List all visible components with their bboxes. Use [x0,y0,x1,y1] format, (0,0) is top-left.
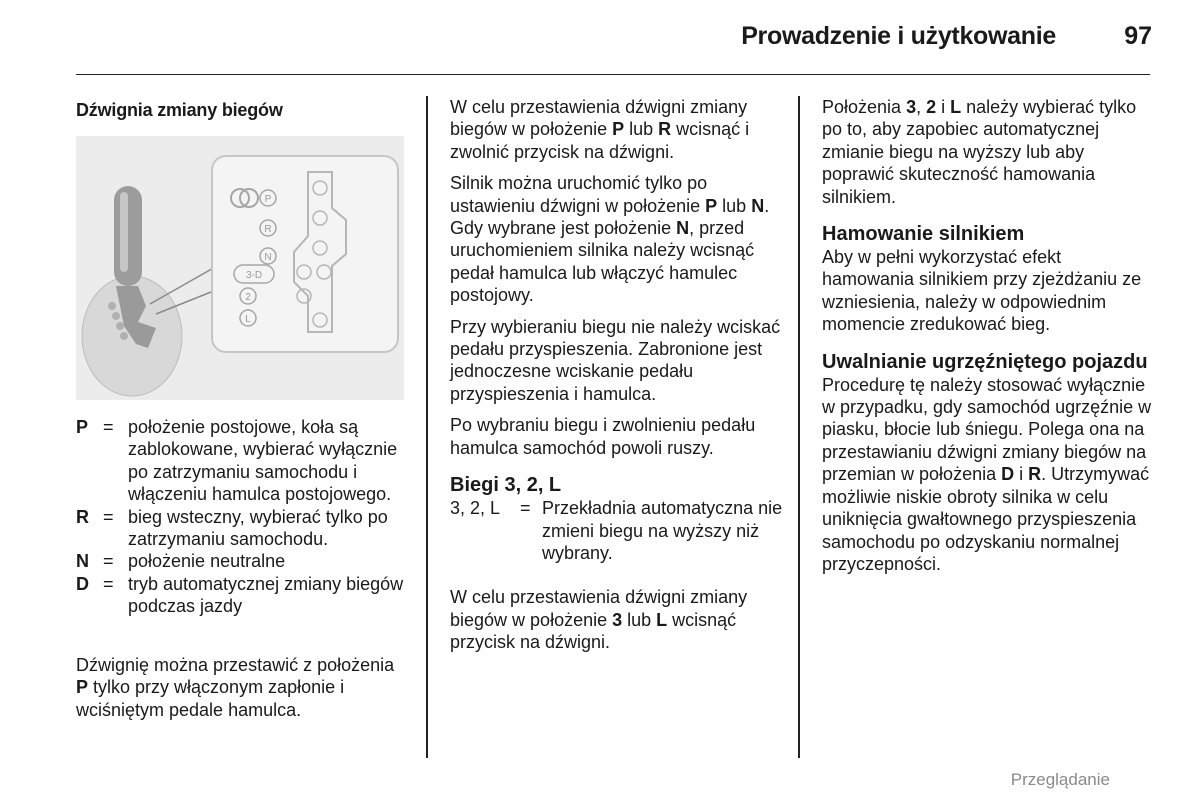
footer-browse-link[interactable]: Przeglądanie [1010,770,1110,789]
paragraph-freeing-vehicle: Procedurę tę należy stosować wyłącznie w przypadku, gdy samochód ugrzęźnie w piasku, błocie lub śniegu. Polega ona na przestawianiu dźwigni zmiany biegów na przemian w położenia D i R. Utrzymywać możliwie niskie obroty silnika w celu uniknięcia gwałtownego przyspieszenia samochodu po odzyskaniu normalnej przyczepności. [822,374,1152,574]
section-heading-gear-lever: Dźwignia zmiany biegów [76,100,283,120]
gate-label-p: P [264,194,272,205]
gear-selector-drawing [76,136,404,400]
paragraph-engine-braking: Aby w pełni wykorzystać efekt hamowania silnikiem przy zjeżdżaniu ze wzniesienia, należy w odpowiednim momencie zredukować bieg. [822,247,1142,335]
column-3-text [822,96,1152,584]
paragraph-lever-button: W celu przestawienia dźwigni zmiany biegów w położenie P lub R wcisnąć i zwolnić przycisk na dźwigni. [450,97,750,162]
gate-label-n: N [264,252,272,263]
gate-label-2: 2 [245,292,251,303]
column-1-text [76,654,396,730]
gear-key: 3, 2, L [450,498,501,519]
legend-text: położenie neutralne [128,551,286,572]
header-divider [76,74,1150,75]
gear-selector-illustration [76,136,404,400]
gear-text: Przekładnia automatyczna nie zmieni biegu na wyższy niż wybrany. [542,498,783,563]
gear-definition-3-2-l [450,497,786,564]
legend-equals: = [103,506,114,527]
legend-equals: = [103,417,114,437]
page-number: 97 [1124,22,1152,50]
gear-equals: = [520,498,531,519]
legend-equals: = [103,551,114,572]
gate-label-r: R [264,224,272,235]
paragraph-creep: Po wybraniu biegu i zwolnieniu pedału hamulca samochód powoli ruszy. [450,415,756,458]
legend-key: N [76,551,89,572]
gate-label-l: L [245,314,251,325]
gate-label-3d: 3-D [245,270,263,281]
column-divider-2 [798,96,800,758]
page-header-title: Prowadzenie i użytkowanie [741,22,1056,50]
paragraph-engine-start: Silnik można uruchomić tylko po ustawieniu dźwigni w położenie P lub N. Gdy wybrane jest położenie N, przed uruchomieniem silnika należy wcisnąć pedał hamulca lub włączyć hamulec postojowy. [450,173,770,306]
legend-item-r [76,506,416,551]
section-heading-engine-braking: Hamowanie silnikiem [822,223,1025,246]
paragraph-positions-3-2-l: Położenia 3, 2 i L należy wybierać tylko po to, aby zapobiec automatycznej zmianie biegu na wyższy lub aby poprawić skuteczność hamowania silnikiem. [822,97,1137,207]
paragraph-park-release: Dźwignię można przestawić z położenia P tylko przy włączonym zapłonie i wciśniętym pedale hamulca. [76,655,395,720]
legend-equals: = [103,573,114,594]
legend-key: R [76,506,89,527]
section-heading-freeing-vehicle: Uwalnianie ugrzęźniętego pojazdu [822,350,1148,373]
legend-key: D [76,573,89,594]
paragraph-select-3-l: W celu przestawienia dźwigni zmiany biegów w położenie 3 lub L wcisnąć przycisk na dźwigni. [450,587,748,653]
legend-text: położenie postojowe, koła są zablokowane, wybierać wyłącznie po zatrzymaniu samochodu i włączeniu hamulca postojowego. [128,417,398,505]
column-divider-1 [426,96,428,758]
legend-key: P [76,417,89,437]
legend-text: bieg wsteczny, wybierać tylko po zatrzymaniu samochodu. [128,506,388,550]
legend-text: tryb automatycznej zmiany biegów podczas jazdy [128,573,404,617]
paragraph-no-accelerator: Przy wybieraniu biegu nie należy wciskać pedału przyspieszenia. Zabronione jest jednoczesne wciskanie pedału przyspieszenia i hamulca. [450,316,781,404]
legend-item-n [76,550,416,572]
legend-item-p [76,416,416,506]
section-heading-gears-3-2-l: Biegi 3, 2, L [450,474,562,497]
gear-position-legend [76,416,416,618]
column-2-text [450,96,786,663]
legend-item-d [76,573,416,618]
